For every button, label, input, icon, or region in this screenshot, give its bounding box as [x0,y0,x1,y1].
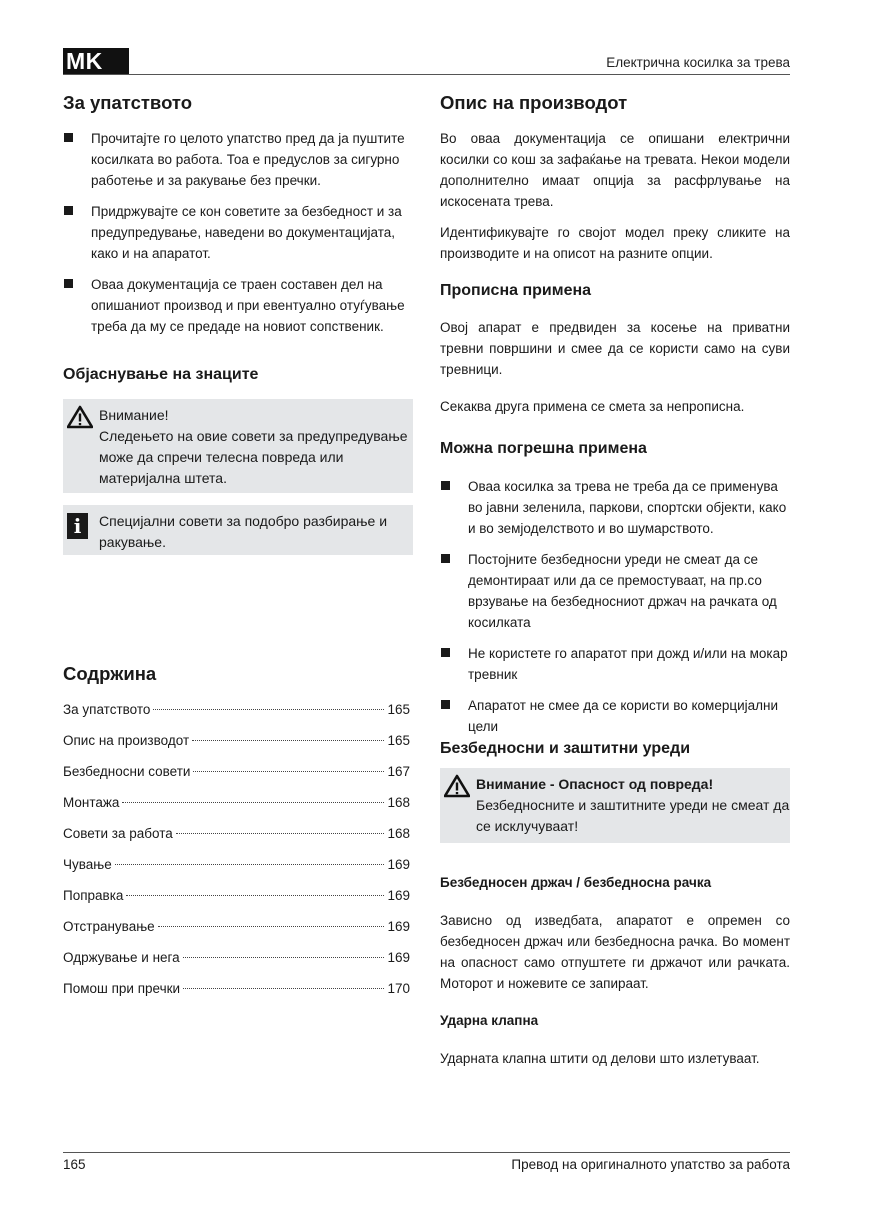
document-title: Електрична косилка за трева [606,55,790,70]
footer-divider [63,1152,790,1153]
warning-heading: Внимание! [99,407,169,423]
flap-paragraph: Ударната клапна штити од делови што излетуваат. [440,1051,760,1066]
toc-row[interactable]: Поправка 169 [63,888,410,903]
list-item: Придржувајте се кон советите за безбедност и за предупредување, наведени во документацијата, како и на апаратот. [63,201,405,264]
warning-triangle-icon [444,774,470,798]
footer-title: Превод на оригиналното упатство за работа [511,1157,790,1172]
product-paragraph-2: Идентификувајте го својот модел преку сликите на производите и на описот на разните опции. [440,225,790,261]
section-title-symbols: Објаснување на знаците [63,366,259,383]
toc-row[interactable]: Одржување и нега 169 [63,950,410,965]
holder-paragraph: Зависно од изведбата, апаратот е опремен со безбедносен држач или безбедносна рачка. Во момент на опасност само отпуштете ги држачот или рачката. Моторот и ножевите се запираат. [440,913,790,991]
toc-row[interactable]: Помош при пречки 170 [63,981,410,996]
info-box [63,505,413,555]
toc-row[interactable]: Чување 169 [63,857,410,872]
toc-row[interactable]: Безбедносни совети 167 [63,764,410,779]
list-item: Оваа косилка за трева не треба да се применува во јавни зеленила, паркови, спортски објекти, како и во земјоделството и во шумарството. [440,476,790,539]
subsection-title-safety-holder: Безбедносен држач / безбедносна рачка [440,875,712,890]
list-item: Постојните безбедносни уреди не смеат да се демонтираат или да се премостуваат, на пр.со врзување на безбедносниот држач на рачката од косилката [440,549,790,633]
toc-row[interactable]: Монтажа 168 [63,795,410,810]
subsection-title-impact-flap: Ударна клапна [440,1013,539,1028]
section-title-product: Опис на производот [440,92,628,113]
info-icon: i [67,513,88,539]
toc-row[interactable]: За упатството 165 [63,702,410,717]
list-item: Не користете го апаратот при дожд и/или на мокар тревник [440,643,790,685]
page-number: 165 [63,1157,86,1172]
list-item: Апаратот не смее да се користи во комерцијални цели [440,695,790,737]
section-title-about: За упатството [63,92,193,113]
list-item: Прочитајте го целото упатство пред да ја пуштите косилката во работа. Тоа е предуслов за сигурно работење и за ракување без пречки. [63,128,405,191]
warning-triangle-icon [67,405,93,429]
about-list [63,128,405,337]
warning-text: Следењето на овие совети за предупредување може да спречи телесна повреда или материјална штета. [99,428,408,486]
toc-row[interactable]: Опис на производот 165 [63,733,410,748]
table-of-contents [63,699,410,1009]
warning-box [63,399,413,493]
safety-warning-box [440,768,790,843]
safety-warning-text: Безбедносните и заштитните уреди не смеат да се исклучуваат! [476,797,790,834]
intended-paragraph-2: Секаква друга примена се смета за непрописна. [440,399,745,414]
section-title-intended-use: Прописна примена [440,282,592,299]
section-title-safety-devices: Безбедносни и заштитни уреди [440,740,691,757]
section-title-misuse: Можна погрешна примена [440,440,647,457]
toc-row[interactable]: Отстранување 169 [63,919,410,934]
section-title-contents: Содржина [63,663,157,684]
misuse-list [440,476,790,737]
intended-paragraph-1: Овој апарат е предвиден за косење на приватни тревни површини и смее да се користи само на суви тревници. [440,320,790,377]
header-divider [63,74,790,75]
list-item: Оваа документација се траен составен дел на опишаниот производ и при евентуално отуѓување треба да му се предаде на новиот сопственик. [63,274,405,337]
language-badge: MK [63,48,129,75]
toc-row[interactable]: Совети за работа 168 [63,826,410,841]
product-paragraph-1: Во оваа документација се опишани електрични косилки со кош за зафаќање на тревата. Некои модели дополнително имаат опција за расфрлување на искосената трева. [440,131,790,209]
info-text: Специјални совети за подобро разбирање и ракување. [99,513,388,550]
safety-warning-heading: Внимание - Опасност од повреда! [476,776,714,792]
